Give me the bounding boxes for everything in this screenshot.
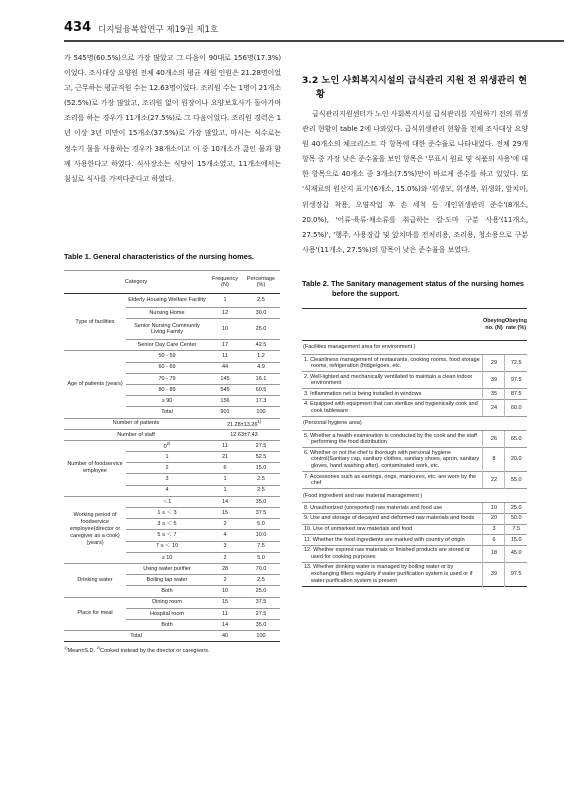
- table-cell: 11: [208, 351, 242, 362]
- table-cell: 11: [208, 440, 242, 451]
- table-cell: 4: [126, 485, 208, 496]
- table2-row: [302, 472, 527, 489]
- table-cell: 1.2: [242, 351, 280, 362]
- table2-obey-no: 24: [483, 399, 505, 416]
- table-cell: 14: [208, 619, 242, 630]
- section-title: 3.2 노인 사회복지시설의 급식관리 지원 전 위생관리 현황: [302, 75, 528, 100]
- table2-obey-no: 18: [483, 545, 505, 562]
- table-cell: 6: [208, 463, 242, 474]
- table-cell: 15: [208, 597, 242, 608]
- table-cell: 17: [208, 340, 242, 351]
- table-cell: 60.5: [242, 384, 280, 395]
- table2-obey-no: 10: [483, 503, 505, 514]
- table1-caption: Table 1. General characteristics of the nursing homes.: [64, 252, 255, 261]
- table2-caption: Table 2. The Sanitary management status of the nursing homes before the support.: [302, 279, 525, 298]
- table2-row: [302, 355, 527, 372]
- table2-obey-no: 26: [483, 431, 505, 448]
- drinking-water-label: Drinking water: [64, 563, 126, 597]
- table2-obey-no: 8: [483, 448, 505, 472]
- right-paragraph: 급식관리지원센터가 노인 사회복지시설 급식관리를 지원하기 전의 위생관리 현황이 table 2에 나와있다. 급식위생관리 현황을 전체 조사대상 요양원 40개소의 체크리스트 각 항목에 대한 준수율로 나타내었다. 전체 29개 항목 중 가장 낮은 준수율을 보인 항목은 '무표시 원료 및 식품의 사용'에 대한 항목으로 40개소 중 3개소(7.5%)만이 바르게 준수를 하고 있었다. 또 '식재료의 원산지 표기'(6개소, 15.0%)와 '위생모, 위생복, 위생화, 앞치마, 위생장갑 착용, 오염작업 후 손 세척 등 개인위생관리 준수'(8개소, 20.0%), '어류·육류·채소류를 취급하는 칼·도마 구분 사용'(11개소, 27.5%)', '행주, 사용장갑 및 앞치마를 전처리용, 조리용, 청소용으로 구분 사용'(11개소, 27.5%)의 항목이 낮은 준수율을 보였다.: [302, 109, 528, 254]
- table-cell: 50 - 59: [126, 351, 208, 362]
- table2-item-text: 2. Well-lighted and mechanically ventilated to maintain a clean indoor environment: [302, 372, 483, 389]
- table-cell: 100: [242, 407, 280, 418]
- table-cell: 2.5: [242, 575, 280, 586]
- table2-row: [302, 535, 527, 546]
- table2-obey-no: 29: [483, 355, 505, 372]
- table2-group-label: (Facilities management area for environment ): [302, 341, 527, 355]
- table-cell: ＜1: [126, 496, 208, 507]
- table-cell: 14: [208, 496, 242, 507]
- table-cell: Hospital room: [126, 608, 208, 619]
- table-cell: 35.0: [242, 496, 280, 507]
- table-cell: 2: [208, 519, 242, 530]
- table2-item-text: 1. Cleanliness management of restaurants, cooking rooms, food storage rooms, refrigeration (fridge/goes, etc.: [302, 355, 483, 372]
- table-cell: 2.5: [242, 485, 280, 496]
- table-cell: 2: [208, 575, 242, 586]
- table2-item-text: 11. Whether the food ingredients are marked with country of origin: [302, 535, 483, 546]
- num-staff-label: Number of staff: [64, 429, 208, 440]
- table-cell: 5 ≤ ＜ 7: [126, 530, 208, 541]
- table2-obey-rate: 15.0: [505, 535, 527, 546]
- journal-title: 디지털융복합연구 제19권 제1호: [98, 25, 219, 35]
- table-cell: 37.5: [242, 597, 280, 608]
- table-cell: 11: [208, 608, 242, 619]
- table-cell: 42.5: [242, 340, 280, 351]
- meal-place-label: Place for meal: [64, 597, 126, 631]
- table2-item-text: 3. Inflammation net is being installed in windows: [302, 389, 483, 400]
- table2-group-row: [302, 417, 527, 431]
- table-cell: 3: [208, 541, 242, 552]
- table2-item-text: 8. Unauthorized (unreported) raw materials and food use: [302, 503, 483, 514]
- table-cell: 7 ≤ ＜ 10: [126, 541, 208, 552]
- table-cell: 70.0: [242, 563, 280, 574]
- table2-obey-no: 35: [483, 389, 505, 400]
- table-cell: 25.0: [242, 319, 280, 340]
- page-number: 434: [64, 20, 92, 35]
- table2-obey-rate: 97.5: [505, 372, 527, 389]
- table-cell: 37.5: [242, 508, 280, 519]
- table-cell: 35.0: [242, 619, 280, 630]
- num-staff-value: 12.63±7.43: [208, 429, 280, 440]
- table-cell: 901: [208, 407, 242, 418]
- table-cell: 80 - 89: [126, 384, 208, 395]
- table-cell: Dining room: [126, 597, 208, 608]
- table2-obey-no: 39: [483, 372, 505, 389]
- total-label: Total: [64, 631, 208, 642]
- table-cell: 27.5: [242, 608, 280, 619]
- table1-footnote: $^{1)}$Mean±S.D. $^{2)}$Cooked instead by the director or caregivers.: [64, 645, 210, 655]
- table-cell: 44: [208, 362, 242, 373]
- table-cell: 15.0: [242, 463, 280, 474]
- table2-body: [302, 341, 527, 587]
- table2-obey-rate: 97.5: [505, 562, 527, 586]
- table-cell: 1: [126, 452, 208, 463]
- table-cell: 1: [208, 294, 242, 308]
- table-cell: Elderly Housing Welfare Facility: [126, 294, 208, 308]
- table2-item-text: 5. Whether a health examination is conducted by the cook and the staff performing the food distribution: [302, 431, 483, 448]
- table-cell: 2: [208, 552, 242, 563]
- table1-header-category: Category: [64, 271, 208, 294]
- table-cell: 156: [208, 396, 242, 407]
- table-cell: Nursing Home: [126, 308, 208, 319]
- table-cell: 52.5: [242, 452, 280, 463]
- table-cell: 2.5: [242, 474, 280, 485]
- total-percentage: 100: [242, 631, 280, 642]
- table-cell: 17.3: [242, 396, 280, 407]
- table2-group-row: [302, 489, 527, 503]
- table-cell: 10: [208, 586, 242, 597]
- table-cell: 27.5: [242, 440, 280, 451]
- table2-item-text: 7. Accessories such as earrings, rings, manicures, etc. are worn by the chef: [302, 472, 483, 489]
- table-cell: 10.0: [242, 530, 280, 541]
- page-header: [64, 20, 564, 42]
- table2-obey-rate: 65.0: [505, 431, 527, 448]
- table2-obey-rate: 87.5: [505, 389, 527, 400]
- table-cell: 145: [208, 373, 242, 384]
- table2-item-text: 4. Equipped with equipment that can sterilize and hygienically cook and cook tableware: [302, 399, 483, 416]
- table2-row: [302, 448, 527, 472]
- table-cell: 7.5: [242, 541, 280, 552]
- table-cell: 25.0: [242, 586, 280, 597]
- employee-label: Number of foodservice employee: [64, 440, 126, 496]
- table-cell: 10: [208, 319, 242, 340]
- table-cell: 15: [208, 508, 242, 519]
- table-cell: 12: [208, 308, 242, 319]
- work-period-label: Working period of foodservice employee(director or caregiver as a cook) (years): [64, 496, 126, 563]
- table2-obey-no: 22: [483, 472, 505, 489]
- table-cell: 21: [208, 452, 242, 463]
- table-cell: 3: [126, 474, 208, 485]
- table1-header-frequency: Frequency (N): [208, 271, 242, 294]
- table-cell: 60 - 69: [126, 362, 208, 373]
- table2-item-text: 9. Use and storage of decayed and deformed raw materials and foods: [302, 513, 483, 524]
- table2-obey-rate: 20.0: [505, 448, 527, 472]
- table2-row: [302, 399, 527, 416]
- table2-block: [302, 279, 527, 587]
- table2-obey-rate: 7.5: [505, 524, 527, 535]
- table-cell: Senior Day Care Center: [126, 340, 208, 351]
- left-paragraph: 가 545명(60.5%)으로 가장 많았고 그 다음이 90대로 156명(17.3%)이었다. 조사대상 요양원 전체 40개소의 평균 재원 인원은 21.28명이었고, 근무하는 평균직원 수는 12.63명이었다. 조리원 수는 1명이 21개소(52.5%)로 가장 많았고, 조리원 없이 원장이나 요양보호사가 돌아가며 조리를 하는 경우가 11개소(27.5%)로 그 다음이었다. 조리원 경력은 1년 이상 3년 미만이 15개소(37.5%)로 가장 많았고, 마시는 식수로는 정수기 물을 사용하는 경우가 38개소이고 이 중 10개소가 끓인 물과 함께 사용한다고 하였다. 식사장소는 식당이 15개소였고, 11개소에서는 침실로 식사를 가져다준다고 하였다.: [64, 53, 281, 183]
- table2-item-text: 10. Use of unmarked raw materials and food: [302, 524, 483, 535]
- num-patients-label: Number of patients: [64, 418, 208, 429]
- total-frequency: 40: [208, 631, 242, 642]
- age-label: Age of patients (years): [64, 351, 126, 418]
- table2-obey-rate: 55.0: [505, 472, 527, 489]
- table2-obey-no: 20: [483, 513, 505, 524]
- table-cell: Both: [126, 586, 208, 597]
- table-cell: 545: [208, 384, 242, 395]
- table-cell: ≥ 10: [126, 552, 208, 563]
- table2-obey-no: 6: [483, 535, 505, 546]
- table2-row: [302, 562, 527, 586]
- table2-header-item: [302, 309, 483, 341]
- table-cell: Boiling tap water: [126, 575, 208, 586]
- type-label: Type of facilities: [64, 294, 126, 351]
- table2-row: [302, 513, 527, 524]
- table2-group-label: (Food ingredient and raw material management ): [302, 489, 527, 503]
- table2-group-label: (Personal hygiene area): [302, 417, 527, 431]
- table1: [64, 270, 280, 642]
- table2-item-text: 13. Whether drinking water is managed by boiling water or by exchanging filters regularly if water purification system is used or if water purification system is present: [302, 562, 483, 586]
- table-cell: 1: [208, 474, 242, 485]
- table2-row: [302, 389, 527, 400]
- table-cell: 2: [126, 463, 208, 474]
- table-cell: Both: [126, 619, 208, 630]
- table2-obey-rate: 50.0: [505, 513, 527, 524]
- num-patients-value: $21.28\pm 13.26^{1)}$: [208, 418, 280, 429]
- table2-obey-rate: 60.0: [505, 399, 527, 416]
- table1-header-percentage: Percentage (%): [242, 271, 280, 294]
- table-cell: 1: [208, 485, 242, 496]
- table-cell: Senior Nursing Community Living Family: [126, 319, 208, 340]
- table-cell: 4.9: [242, 362, 280, 373]
- table2-row: [302, 431, 527, 448]
- table2-row: [302, 524, 527, 535]
- table2-header-obey-no: Obeying no. (N): [483, 309, 505, 341]
- table-cell: 70 - 79: [126, 373, 208, 384]
- table1-block: [64, 252, 280, 654]
- left-column: [64, 50, 281, 186]
- table2-obey-rate: 72.5: [505, 355, 527, 372]
- table-cell: 5.0: [242, 552, 280, 563]
- table2-header-obey-rate: Obeying rate (%): [505, 309, 527, 341]
- table-cell: 1 ≤ ＜ 3: [126, 508, 208, 519]
- table2-obey-no: 3: [483, 524, 505, 535]
- table-cell: 28: [208, 563, 242, 574]
- table2-item-text: 6. Whether or not the chef is thorough with personal hygiene control(Sanitary cap, sanitary clothes, sanitary shoes, apron, sanitary gloves, hand washing after). contaminated work, etc.: [302, 448, 483, 472]
- table-cell: 0$^{2)}$: [126, 440, 208, 451]
- table2-obey-rate: 25.0: [505, 503, 527, 514]
- table2-obey-rate: 45.0: [505, 545, 527, 562]
- right-column: [302, 50, 528, 257]
- table2-obey-no: 39: [483, 562, 505, 586]
- table-cell: 2.5: [242, 294, 280, 308]
- table-cell: Using water purifier: [126, 563, 208, 574]
- table-cell: ≥ 90: [126, 396, 208, 407]
- table-cell: Total: [126, 407, 208, 418]
- table2-row: [302, 372, 527, 389]
- table2-group-row: [302, 341, 527, 355]
- table2-row: [302, 545, 527, 562]
- table-cell: 4: [208, 530, 242, 541]
- table-cell: 5.0: [242, 519, 280, 530]
- table-cell: 16.1: [242, 373, 280, 384]
- table2: [302, 308, 527, 587]
- table2-row: [302, 503, 527, 514]
- table-cell: 30.0: [242, 308, 280, 319]
- table-cell: 3 ≤ ＜ 5: [126, 519, 208, 530]
- table2-item-text: 12. Whether expired raw materials or finished products are stored or used for cooking purposes: [302, 545, 483, 562]
